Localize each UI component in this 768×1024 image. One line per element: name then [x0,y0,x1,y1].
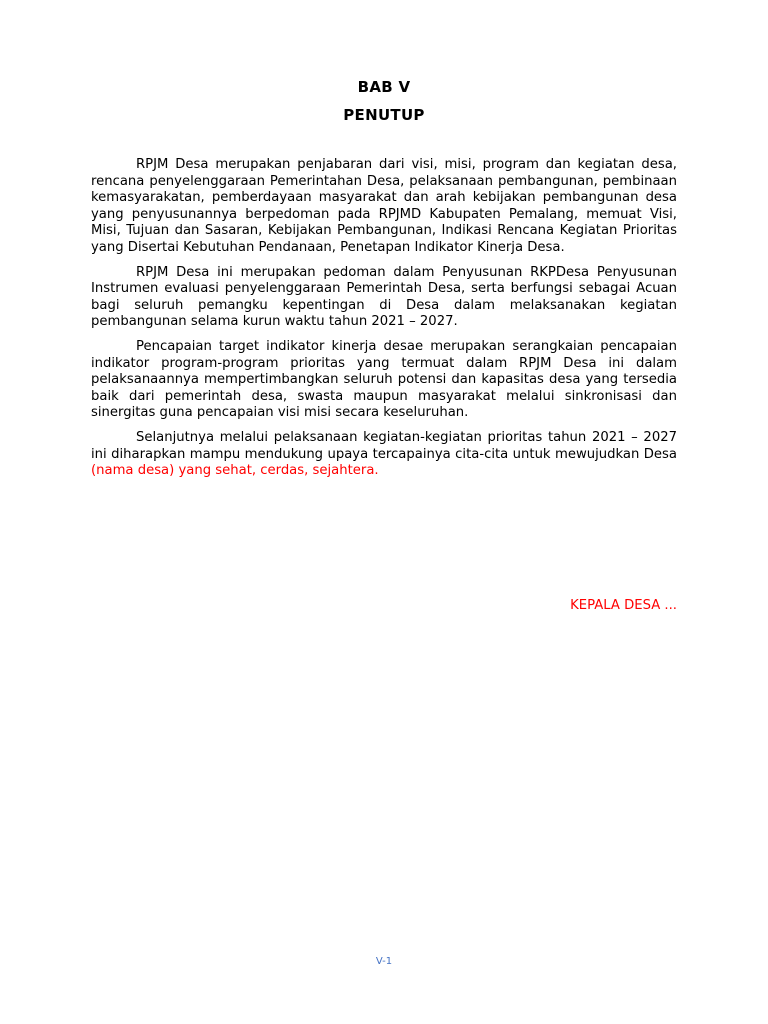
closing-paragraph-placeholder: (nama desa) yang sehat, cerdas, sejahtera. [91,463,379,479]
page-number: V-1 [375,956,393,967]
closing-paragraph-text: Selanjutnya melalui pelaksanaan kegiatan-kegiatan prioritas tahun 2021 – 2027 ini diharapkan mampu mendukung upaya tercapainya cita-cita untuk mewujudkan Desa [91,429,677,462]
chapter-title: PENUTUP [343,106,425,124]
paragraph-2: RPJM Desa ini merupakan pedoman dalam Penyusunan RKPDesa Penyusunan Instrumen evaluasi penyelenggaraan Pemerintah Desa, serta berfungsi sebagai Acuan bagi seluruh pemangku kepentingan di Desa dalam melaksanakan kegiatan pembangunan selama kurun waktu tahun 2021 – 2027. [91,264,677,330]
paragraph-1: RPJM Desa merupakan penjabaran dari visi, misi, program dan kegiatan desa, rencana penyelenggaraan Pemerintahan Desa, pelaksanaan pembangunan, pembinaan kemasyarakatan, pemberdayaan masyarakat dan arah kebijakan pembangunan desa yang penyusunannya berpedoman pada RPJMD Kabupaten Pemalang, memuat Visi, Misi, Tujuan dan Sasaran, Kebijakan Pembangunan, Indikasi Rencana Kegiatan Prioritas yang Disertai Kebutuhan Pendanaan, Penetapan Indikator Kinerja Desa. [91,157,677,255]
chapter-number: BAB V [357,78,411,96]
body-text [91,157,677,488]
paragraph-4 [91,430,677,480]
signature-label: KEPALA DESA ... [570,598,677,613]
paragraph-3: Pencapaian target indikator kinerja desae merupakan serangkaian pencapaian indikator program-program prioritas yang termuat dalam RPJM Desa ini dalam pelaksanaannya mempertimbangkan seluruh potensi dan kapasitas desa yang tersedia baik dari pemerintah desa, swasta maupun masyarakat melalui sinkronisasi dan sinergitas guna pencapaian visi misi secara keseluruhan. [91,338,677,421]
